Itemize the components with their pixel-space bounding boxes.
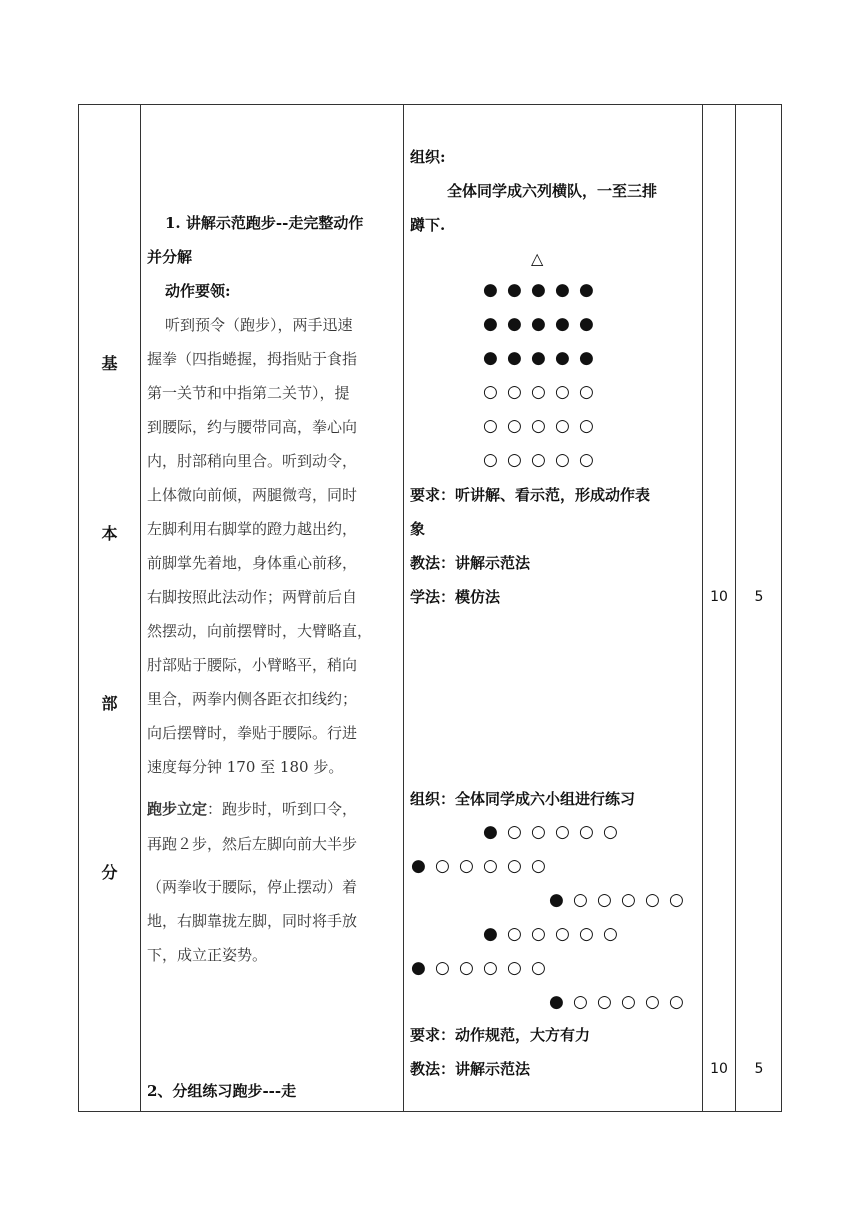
filled-dot-icon: ● (579, 348, 594, 368)
formation-row (483, 282, 603, 299)
essentials-line: 到腰际，约与腰带同高，拳心向 (147, 418, 358, 436)
hollow-dot-icon: ○ (669, 890, 684, 910)
hollow-dot-icon: ○ (483, 382, 498, 402)
teaching-method: 教法：讲解示范法 (410, 554, 531, 572)
filled-dot-icon: ● (549, 992, 564, 1012)
hollow-dot-icon: ○ (597, 890, 612, 910)
hollow-dot-icon: ○ (531, 382, 546, 402)
hollow-dot-icon: ○ (579, 924, 594, 944)
filled-dot-icon: ● (579, 280, 594, 300)
lesson-table (78, 104, 782, 1112)
hollow-dot-icon: ○ (603, 924, 618, 944)
hollow-dot-icon: ○ (531, 450, 546, 470)
hollow-dot-icon: ○ (621, 992, 636, 1012)
hollow-dot-icon: ○ (483, 958, 498, 978)
essentials-line: 左脚利用右脚掌的蹬力越出约， (147, 520, 358, 538)
filled-dot-icon: ● (483, 924, 498, 944)
hollow-dot-icon: ○ (597, 992, 612, 1012)
filled-dot-icon: ● (555, 348, 570, 368)
hollow-dot-icon: ○ (531, 924, 546, 944)
stop-line: ：跑步时，听到口令， (207, 800, 358, 818)
hollow-dot-icon: ○ (507, 382, 522, 402)
filled-dot-icon: ● (579, 314, 594, 334)
section-char: 部 (101, 694, 118, 713)
filled-dot-icon: ● (531, 314, 546, 334)
hollow-dot-icon: ○ (483, 450, 498, 470)
formation-row (483, 350, 603, 367)
hollow-dot-icon: ○ (531, 856, 546, 876)
filled-dot-icon: ● (507, 314, 522, 334)
hollow-dot-icon: ○ (459, 958, 474, 978)
teacher-triangle-icon: △ (531, 249, 544, 268)
essentials-line: 向后摆臂时，拳贴于腰际。行进 (147, 724, 358, 742)
hollow-dot-icon: ○ (435, 856, 450, 876)
stop-text (147, 801, 357, 818)
filled-dot-icon: ● (531, 280, 546, 300)
group-row (549, 994, 693, 1011)
filled-dot-icon: ● (531, 348, 546, 368)
hollow-dot-icon: ○ (483, 416, 498, 436)
essentials-line: 速度每分钟 170 至 180 步。 (147, 758, 344, 776)
hollow-dot-icon: ○ (555, 416, 570, 436)
group-row (483, 824, 627, 841)
count-value: 5 (754, 1061, 764, 1077)
hollow-dot-icon: ○ (483, 856, 498, 876)
hollow-dot-icon: ○ (579, 416, 594, 436)
hollow-dot-icon: ○ (531, 822, 546, 842)
filled-dot-icon: ● (549, 890, 564, 910)
hollow-dot-icon: ○ (555, 450, 570, 470)
essentials-line: 内，肘部稍向里合。听到动令， (147, 452, 358, 470)
group-row (549, 892, 693, 909)
org-label-2: 组织：全体同学成六小组进行练习 (410, 790, 636, 808)
org-label: 组织: (410, 148, 446, 166)
essentials-label: 动作要领: (165, 282, 231, 300)
filled-dot-icon: ● (411, 856, 426, 876)
essentials-line: 然摆动，向前摆臂时，大臂略直， (147, 622, 373, 640)
column-divider (702, 105, 703, 1111)
section-char: 基 (101, 354, 118, 373)
group-row (483, 926, 627, 943)
section-char: 分 (101, 863, 118, 882)
filled-dot-icon: ● (507, 280, 522, 300)
column-divider (735, 105, 736, 1111)
hollow-dot-icon: ○ (507, 856, 522, 876)
formation-row (483, 452, 603, 469)
essentials-line: 第一关节和中指第二关节），提 (147, 384, 350, 402)
hollow-dot-icon: ○ (459, 856, 474, 876)
hollow-dot-icon: ○ (621, 890, 636, 910)
stop-line: （两拳收于腰际，停止摆动）着 (147, 878, 358, 896)
essentials-line: 里合，两拳内侧各距衣扣线约； (147, 690, 358, 708)
hollow-dot-icon: ○ (603, 822, 618, 842)
essentials-line: 听到预令（跑步），两手迅速 (165, 316, 353, 334)
learning-method: 学法：模仿法 (410, 588, 501, 606)
hollow-dot-icon: ○ (573, 890, 588, 910)
hollow-dot-icon: ○ (579, 450, 594, 470)
essentials-line: 握拳（四指蜷握，拇指贴于食指 (147, 350, 358, 368)
hollow-dot-icon: ○ (573, 992, 588, 1012)
hollow-dot-icon: ○ (531, 416, 546, 436)
org-line: 蹲下. (410, 216, 446, 234)
hollow-dot-icon: ○ (507, 924, 522, 944)
stop-line: 地，右脚靠拢左脚，同时将手放 (147, 912, 358, 930)
group-row (411, 858, 555, 875)
stop-label: 跑步立定 (147, 800, 208, 818)
hollow-dot-icon: ○ (435, 958, 450, 978)
requirement-cont: 象 (410, 520, 426, 538)
essentials-line: 上体微向前倾，两腿微弯，同时 (147, 486, 358, 504)
essentials-line: 右脚按照此法动作；两臂前后自 (147, 588, 358, 606)
hollow-dot-icon: ○ (645, 890, 660, 910)
filled-dot-icon: ● (483, 314, 498, 334)
hollow-dot-icon: ○ (507, 450, 522, 470)
hollow-dot-icon: ○ (555, 382, 570, 402)
stop-line: 再跑２步，然后左脚向前大半步 (147, 835, 358, 853)
essentials-line: 前脚掌先着地，身体重心前移， (147, 554, 358, 572)
hollow-dot-icon: ○ (507, 822, 522, 842)
hollow-dot-icon: ○ (579, 822, 594, 842)
column-divider (140, 105, 141, 1111)
formation-row (483, 316, 603, 333)
filled-dot-icon: ● (555, 280, 570, 300)
filled-dot-icon: ● (411, 958, 426, 978)
time-value: 10 (710, 1061, 728, 1077)
item2-title: 2、分组练习跑步---走 (147, 1082, 297, 1100)
formation-row (483, 418, 603, 435)
hollow-dot-icon: ○ (555, 924, 570, 944)
stop-line: 下，成立正姿势。 (147, 946, 268, 964)
group-row (411, 960, 555, 977)
hollow-dot-icon: ○ (507, 958, 522, 978)
hollow-dot-icon: ○ (531, 958, 546, 978)
hollow-dot-icon: ○ (507, 416, 522, 436)
hollow-dot-icon: ○ (669, 992, 684, 1012)
requirement-2: 要求：动作规范，大方有力 (410, 1026, 591, 1044)
item1-title-cont: 并分解 (147, 248, 193, 266)
filled-dot-icon: ● (507, 348, 522, 368)
item1-title: 1. 讲解示范跑步--走完整动作 (165, 214, 364, 232)
requirement: 要求：听讲解、看示范，形成动作表 (410, 486, 651, 504)
hollow-dot-icon: ○ (555, 822, 570, 842)
org-line: 全体同学成六列横队，一至三排 (447, 182, 658, 200)
section-char: 本 (101, 524, 118, 543)
teaching-method-2: 教法：讲解示范法 (410, 1060, 531, 1078)
filled-dot-icon: ● (483, 280, 498, 300)
filled-dot-icon: ● (483, 822, 498, 842)
time-value: 10 (710, 589, 728, 605)
essentials-line: 肘部贴于腰际，小臂略平，稍向 (147, 656, 358, 674)
column-divider (403, 105, 404, 1111)
count-value: 5 (754, 589, 764, 605)
hollow-dot-icon: ○ (579, 382, 594, 402)
formation-row (483, 384, 603, 401)
hollow-dot-icon: ○ (645, 992, 660, 1012)
filled-dot-icon: ● (483, 348, 498, 368)
filled-dot-icon: ● (555, 314, 570, 334)
